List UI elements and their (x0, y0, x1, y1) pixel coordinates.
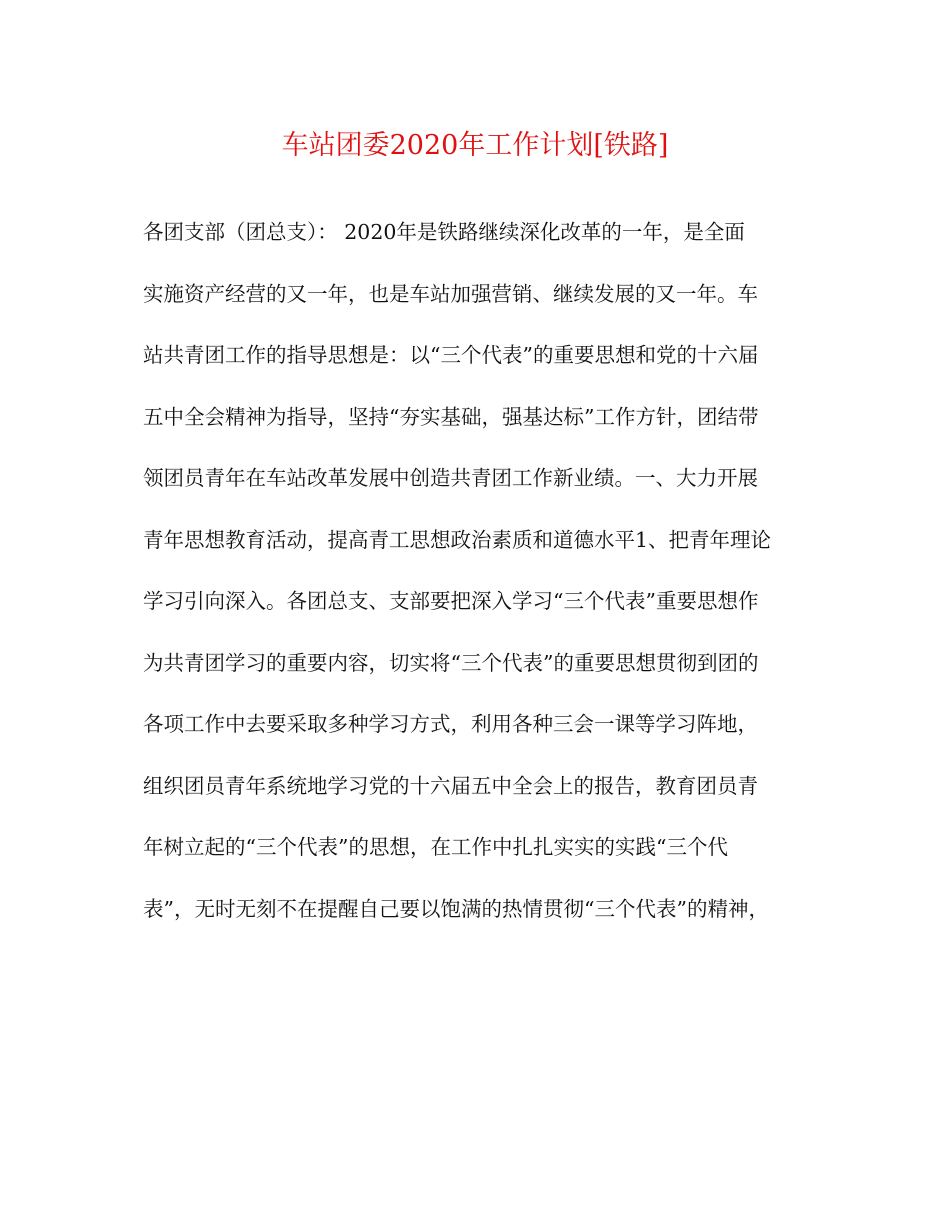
body-line: 领团员青年在车站改革发展中创造共青团工作新业绩。一、大力开展 (143, 466, 758, 490)
body-line: 五中全会精神为指导，坚持“夯实基础，强基达标”工作方针，团结带 (143, 404, 759, 429)
body-line: 各项工作中去要采取多种学习方式，利用各种三会一课等学习阵地， (143, 712, 758, 736)
body-line: 年树立起的“三个代表”的思想，在工作中扎扎实实的实践“三个代 (143, 835, 728, 859)
document-body (143, 212, 823, 950)
document-title: 车站团委2020年工作计划[铁路] (281, 130, 669, 161)
body-line: 青年思想教育活动，提高青工思想政治素质和道德水平1、把青年理论 (143, 527, 772, 552)
body-line: 各团支部（团总支）： 2020年是铁路继续深化改革的一年，是全面 (143, 220, 745, 244)
body-line: 组织团员青年系统地学习党的十六届五中全会上的报告，教育团员青 (143, 773, 758, 798)
body-line: 表”，无时无刻不在提醒自己要以饱满的热情贯彻“三个代表”的精神， (143, 896, 769, 921)
body-line: 学习引向深入。各团总支、支部要把深入学习“三个代表”重要思想作 (143, 589, 759, 613)
body-line: 站共青团工作的指导思想是：以“三个代表”的重要思想和党的十六届 (143, 343, 759, 367)
body-line: 为共青团学习的重要内容，切实将“三个代表”的重要思想贯彻到团的 (143, 650, 759, 675)
body-line: 实施资产经营的又一年，也是车站加强营销、继续发展的又一年。车 (143, 281, 758, 306)
